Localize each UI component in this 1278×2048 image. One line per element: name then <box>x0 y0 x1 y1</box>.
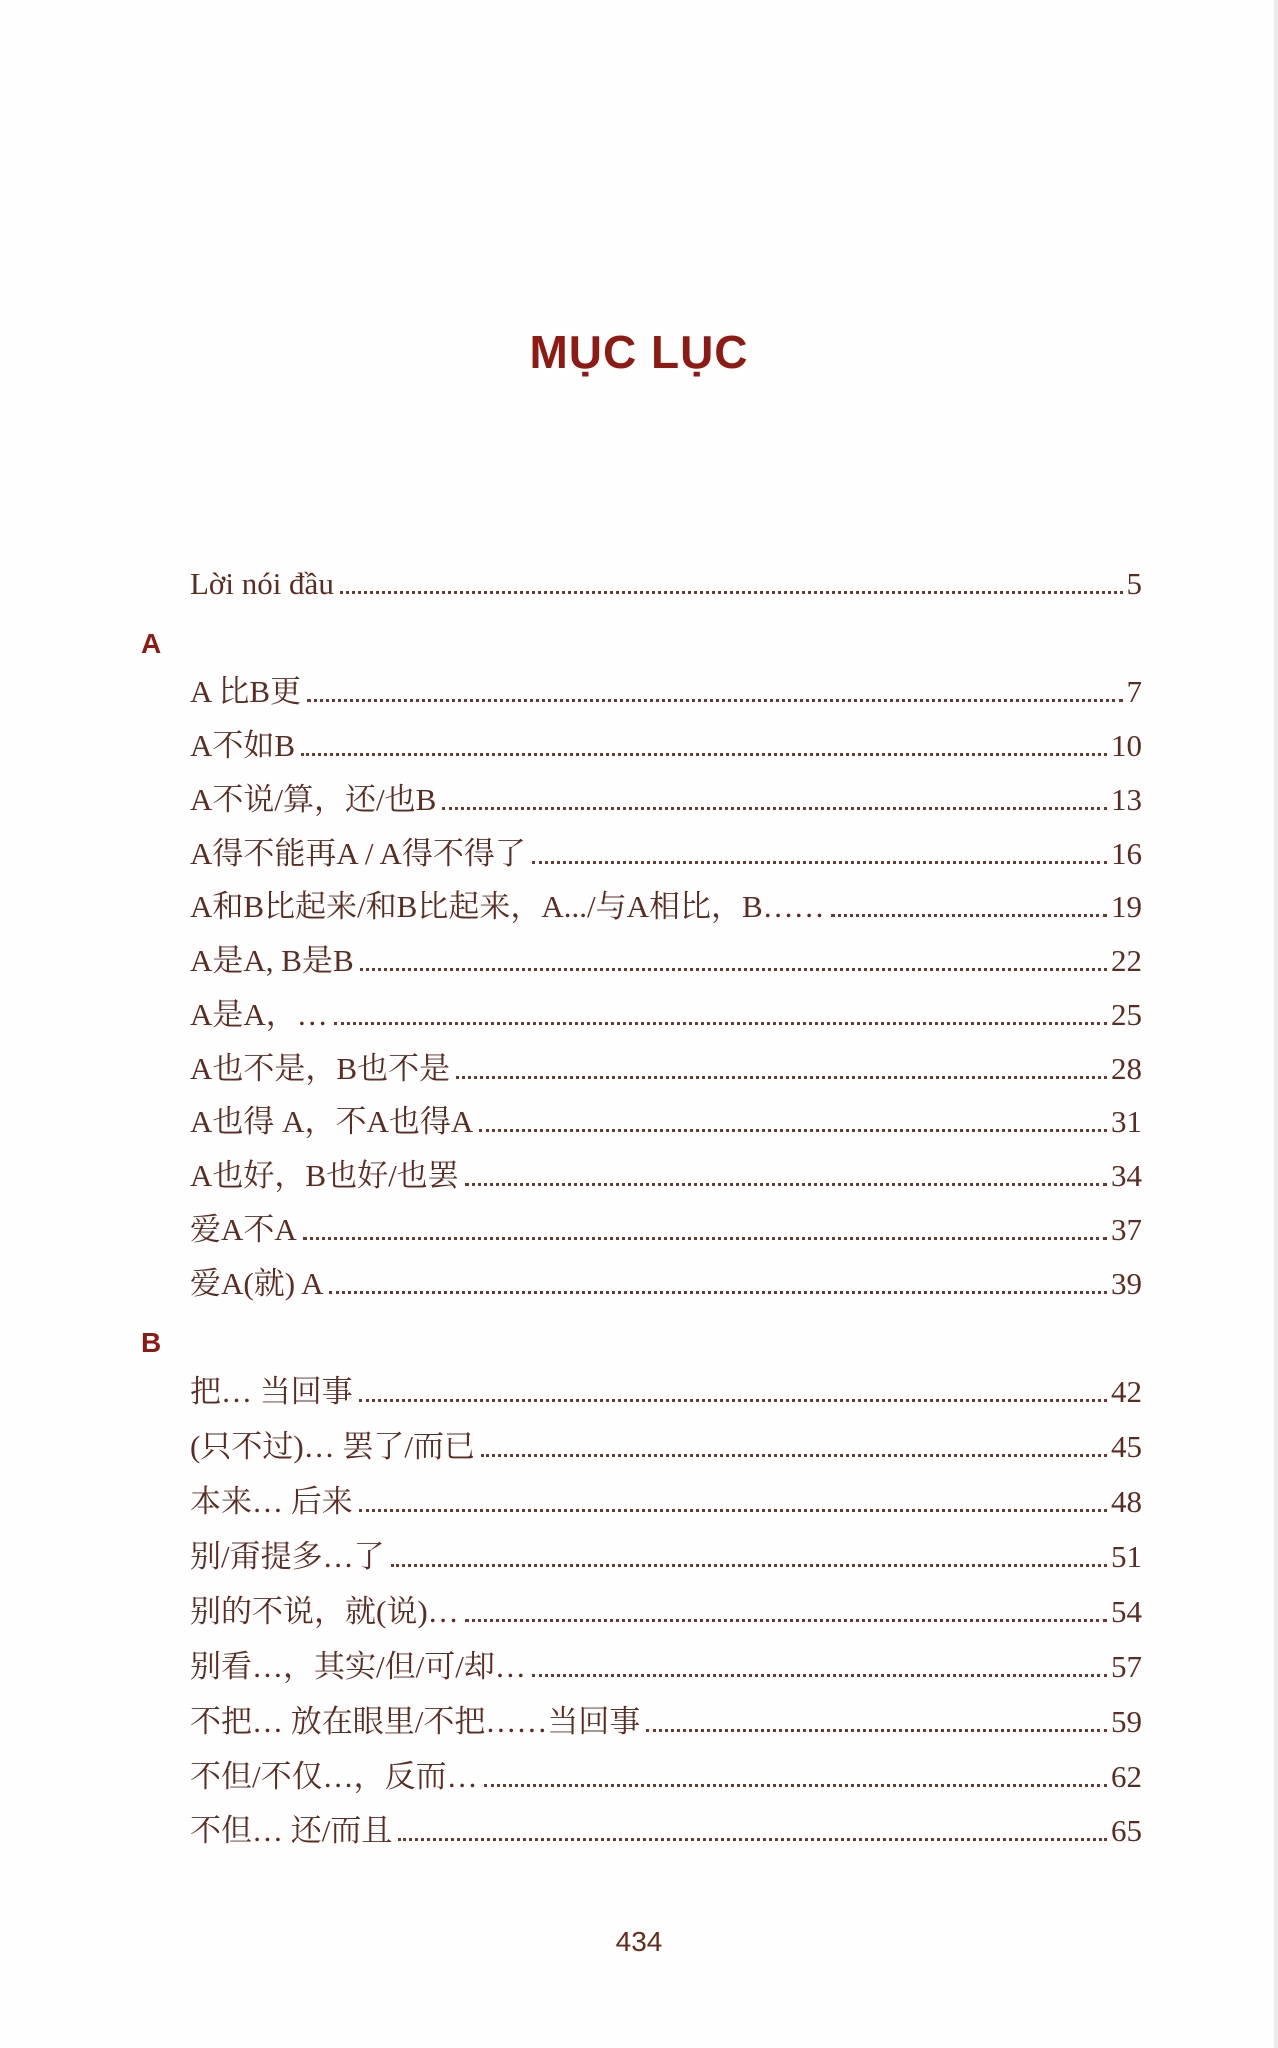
toc-entry[interactable] <box>190 1266 1142 1302</box>
toc-entry-label: 别看…，其实/但/可/却… <box>190 1649 526 1684</box>
toc-entry-page: 10 <box>1111 728 1142 763</box>
toc-entry[interactable] <box>190 943 1142 979</box>
toc-entry-label: 本来… 后来 <box>190 1484 353 1519</box>
toc-entry-label: 别/甭提多…了 <box>190 1539 385 1574</box>
dot-leader <box>359 1399 1107 1402</box>
toc-entry-label: Lời nói đầu <box>190 566 334 601</box>
toc-entry-preface[interactable] <box>190 566 1142 602</box>
toc-entry-page: 5 <box>1126 566 1142 601</box>
toc-entry-page: 65 <box>1111 1813 1142 1848</box>
toc-entry-page: 51 <box>1111 1539 1142 1574</box>
toc-entry-label: A不说/算，还/也B <box>190 782 437 817</box>
dot-leader <box>481 1454 1107 1457</box>
toc-entry-page: 39 <box>1111 1266 1142 1301</box>
toc-entry[interactable] <box>190 674 1142 710</box>
toc-entry-label: 爱A(就) A <box>190 1266 324 1301</box>
toc-entry-label: 不但/不仅…，反而… <box>190 1759 478 1794</box>
toc-entry[interactable] <box>190 728 1142 764</box>
toc-entry[interactable] <box>190 1104 1142 1140</box>
toc-entry-page: 19 <box>1111 889 1142 924</box>
toc-entry-label: 不但… 还/而且 <box>190 1813 393 1848</box>
toc-entry[interactable] <box>190 1158 1142 1194</box>
toc-entry-label: A也不是，B也不是 <box>190 1051 451 1086</box>
toc-entry-label: (只不过)… 罢了/而已 <box>190 1429 476 1464</box>
toc-entry[interactable] <box>190 1374 1142 1410</box>
toc-entry-page: 54 <box>1111 1594 1142 1629</box>
dot-leader <box>359 1509 1107 1512</box>
toc-entry-label: A得不能再A / A得不得了 <box>190 836 526 871</box>
toc-entry[interactable] <box>190 1429 1142 1465</box>
dot-leader <box>646 1729 1107 1732</box>
dot-leader <box>532 1674 1107 1677</box>
toc-entry[interactable] <box>190 836 1142 872</box>
toc-entry-page: 16 <box>1111 836 1142 871</box>
dot-leader <box>360 968 1107 971</box>
toc-entry-page: 59 <box>1111 1704 1142 1739</box>
dot-leader <box>307 699 1122 702</box>
toc-entry[interactable] <box>190 1051 1142 1087</box>
page-edge <box>1274 0 1278 2048</box>
dot-leader <box>391 1564 1107 1567</box>
toc-entry[interactable] <box>190 1484 1142 1520</box>
toc-entry-label: 不把… 放在眼里/不把……当回事 <box>190 1704 641 1739</box>
toc-entry-page: 25 <box>1111 997 1142 1032</box>
dot-leader <box>303 1237 1107 1240</box>
toc-entry-label: A 比B更 <box>190 674 302 709</box>
toc-entry-label: 爱A不A <box>190 1212 297 1247</box>
dot-leader <box>301 753 1107 756</box>
toc-entry-label: A和B比起来/和B比起来，A.../与A相比，B…… <box>190 889 825 924</box>
dot-leader <box>442 807 1107 810</box>
toc-entry-label: A也好，B也好/也罢 <box>190 1158 459 1193</box>
toc-entry[interactable] <box>190 997 1142 1033</box>
page-title: MỤC LỤC <box>529 326 749 378</box>
toc-entry-page: 48 <box>1111 1484 1142 1519</box>
dot-leader <box>465 1183 1107 1186</box>
toc-entry-page: 7 <box>1126 674 1142 709</box>
toc-entry[interactable] <box>190 1212 1142 1248</box>
dot-leader <box>334 1022 1107 1025</box>
toc-entry[interactable] <box>190 782 1142 818</box>
section-letter-a: A <box>141 628 162 659</box>
toc-entry-label: A也得 A，不A也得A <box>190 1104 474 1139</box>
dot-leader <box>484 1784 1107 1787</box>
toc-entry-label: A不如B <box>190 728 296 763</box>
dot-leader <box>532 861 1107 864</box>
toc-entry-page: 28 <box>1111 1051 1142 1086</box>
toc-entry-label: A是A, B是B <box>190 943 354 978</box>
toc-entry[interactable] <box>190 1704 1142 1740</box>
toc-entry[interactable] <box>190 889 1142 925</box>
toc-entry-page: 57 <box>1111 1649 1142 1684</box>
dot-leader <box>398 1838 1107 1841</box>
dot-leader <box>831 914 1107 917</box>
toc-entry-page: 34 <box>1111 1158 1142 1193</box>
toc-entry-page: 22 <box>1111 943 1142 978</box>
toc-entry-page: 45 <box>1111 1429 1142 1464</box>
dot-leader <box>456 1076 1107 1079</box>
dot-leader <box>340 591 1123 594</box>
dot-leader <box>479 1129 1107 1132</box>
toc-entry-label: 别的不说，就(说)… <box>190 1594 459 1629</box>
toc-entry[interactable] <box>190 1649 1142 1685</box>
toc-entry[interactable] <box>190 1539 1142 1575</box>
toc-entry-page: 42 <box>1111 1374 1142 1409</box>
toc-entry[interactable] <box>190 1759 1142 1795</box>
toc-entry-label: A是A，… <box>190 997 328 1032</box>
toc-entry-page: 13 <box>1111 782 1142 817</box>
toc-entry[interactable] <box>190 1594 1142 1630</box>
page-number: 434 <box>615 1926 663 1957</box>
dot-leader <box>329 1291 1107 1294</box>
toc-entry-page: 62 <box>1111 1759 1142 1794</box>
toc-entry[interactable] <box>190 1813 1142 1849</box>
toc-entry-page: 37 <box>1111 1212 1142 1247</box>
section-letter-b: B <box>141 1327 162 1358</box>
toc-entry-label: 把… 当回事 <box>190 1374 353 1409</box>
dot-leader <box>465 1619 1107 1622</box>
toc-entry-page: 31 <box>1111 1104 1142 1139</box>
